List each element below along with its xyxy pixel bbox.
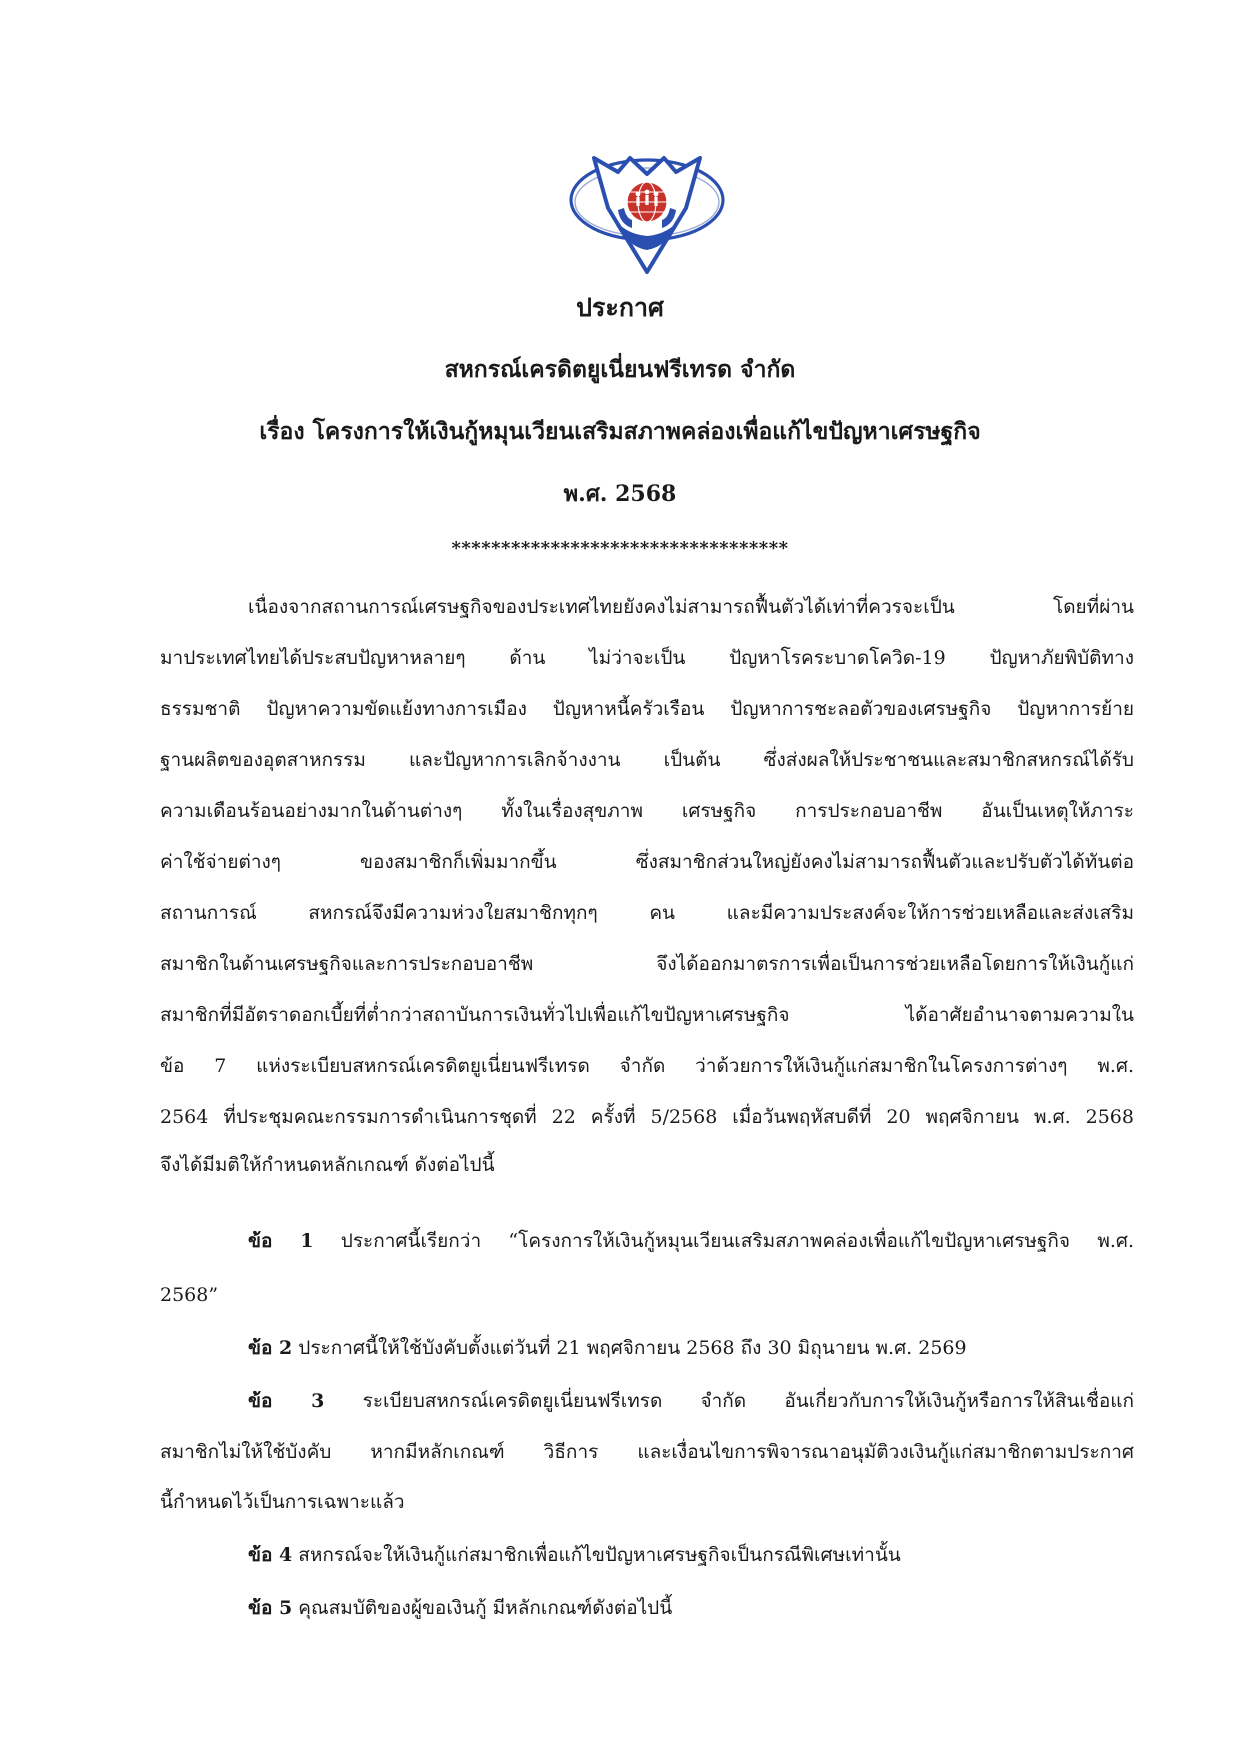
clause-text: ประกาศนี้เรียกว่า “โครงการให้เงินกู้หมุนเวียนเสริมสภาพคล่องเพื่อแก้ไขปัญหาเศรษฐกิจ พ.ศ.	[340, 1230, 1134, 1252]
preamble-line: เนื่องจากสถานการณ์เศรษฐกิจของประเทศไทยยังคงไม่สามารถฟื้นตัวได้เท่าที่ควรจะเป็น โดยที่ผ่าน	[248, 596, 1134, 618]
preamble-line: สถานการณ์ สหกรณ์จึงมีความห่วงใยสมาชิกทุกๆ คน และมีความประสงค์จะให้การช่วยเหลือและส่งเสริม	[160, 902, 1134, 924]
clause-3-continuation: นี้กำหนดไว้เป็นการเฉพาะแล้ว	[160, 1491, 405, 1513]
preamble-line: ความเดือนร้อนอย่างมากในด้านต่างๆ ทั้งในเรื่องสุขภาพ เศรษฐกิจ การประกอบอาชีพ อันเป็นเหตุให้ภาระ	[160, 800, 1134, 822]
preamble-line: ข้อ 7 แห่งระเบียบสหกรณ์เครดิตยูเนี่ยนฟรีเทรด จำกัด ว่าด้วยการให้เงินกู้แก่สมาชิกในโครงการต่างๆ พ.ศ.	[160, 1055, 1134, 1077]
clause-text: ประกาศนี้ให้ใช้บังคับตั้งแต่วันที่ 21 พฤศจิกายน 2568 ถึง 30 มิถุนายน พ.ศ. 2569	[298, 1337, 967, 1359]
clause-4	[248, 1540, 1134, 1570]
clause-3	[248, 1386, 1134, 1416]
preamble-line: ธรรมชาติ ปัญหาความขัดแย้งทางการเมือง ปัญหาหนี้ครัวเรือน ปัญหาการชะลอตัวของเศรษฐกิจ ปัญหาการย้าย	[160, 698, 1134, 720]
clause-text: ระเบียบสหกรณ์เครดิตยูเนี่ยนฟรีเทรด จำกัด อันเกี่ยวกับการให้เงินกู้หรือการให้สินเชื่อแก่	[362, 1390, 1134, 1412]
preamble-line: สมาชิกที่มีอัตราดอกเบี้ยที่ต่ำกว่าสถาบันการเงินทั่วไปเพื่อแก้ไขปัญหาเศรษฐกิจ ได้อาศัยอำนาจตามความใน	[160, 1004, 1134, 1026]
clause-3-continuation: สมาชิกไม่ให้ใช้บังคับ หากมีหลักเกณฑ์ วิธีการ และเงื่อนไขการพิจารณาอนุมัติวงเงินกู้แก่สมาชิกตามประกาศ	[160, 1441, 1134, 1463]
preamble-line: ฐานผลิตของอุตสาหกรรม และปัญหาการเลิกจ้างงาน เป็นต้น ซึ่งส่งผลให้ประชาชนและสมาชิกสหกรณ์ได้รับ	[160, 749, 1134, 771]
organization-name: สหกรณ์เครดิตยูเนี่ยนฟรีเทรด จำกัด	[444, 356, 796, 383]
preamble-line: จึงได้มีมติให้กำหนดหลักเกณฑ์ ดังต่อไปนี้	[160, 1154, 495, 1176]
clause-label: ข้อ 1	[248, 1230, 314, 1252]
preamble-line: สมาชิกในด้านเศรษฐกิจและการประกอบอาชีพ จึงได้ออกมาตรการเพื่อเป็นการช่วยเหลือโดยการให้เงินกู้แก่	[160, 953, 1134, 975]
clause-label: ข้อ 3	[248, 1390, 325, 1412]
separator-asterisks: **********************************	[451, 538, 789, 559]
clause-1-continuation: 2568”	[160, 1284, 219, 1306]
clause-text: คุณสมบัติของผู้ขอเงินกู้ มีหลักเกณฑ์ดังต่อไปนี้	[298, 1597, 673, 1619]
page-title: ประกาศ	[576, 293, 664, 322]
preamble-line: 2564 ที่ประชุมคณะกรรมการดำเนินการชุดที่ 22 ครั้งที่ 5/2568 เมื่อวันพฤหัสบดีที่ 20 พฤศจิกายน พ.ศ. 2568	[160, 1106, 1134, 1128]
clause-label: ข้อ 4	[248, 1544, 293, 1566]
clause-1	[248, 1226, 1134, 1256]
clause-label: ข้อ 2	[248, 1337, 293, 1359]
clause-2	[248, 1333, 1134, 1363]
clause-label: ข้อ 5	[248, 1597, 293, 1619]
cooperative-logo	[566, 150, 728, 282]
clause-text: สหกรณ์จะให้เงินกู้แก่สมาชิกเพื่อแก้ไขปัญหาเศรษฐกิจเป็นกรณีพิเศษเท่านั้น	[298, 1544, 901, 1566]
announcement-year: พ.ศ. 2568	[563, 481, 677, 507]
preamble-line: ค่าใช้จ่ายต่างๆ ของสมาชิกก็เพิ่มมากขึ้น ซึ่งสมาชิกส่วนใหญ่ยังคงไม่สามารถฟื้นตัวและปรับตัวได้ทันต่อ	[160, 851, 1134, 873]
clause-5	[248, 1593, 1134, 1623]
preamble-line: มาประเทศไทยได้ประสบปัญหาหลายๆ ด้าน ไม่ว่าจะเป็น ปัญหาโรคระบาดโควิด-19 ปัญหาภัยพิบัติทาง	[160, 647, 1134, 669]
announcement-subject: เรื่อง โครงการให้เงินกู้หมุนเวียนเสริมสภาพคล่องเพื่อแก้ไขปัญหาเศรษฐกิจ	[259, 418, 981, 445]
